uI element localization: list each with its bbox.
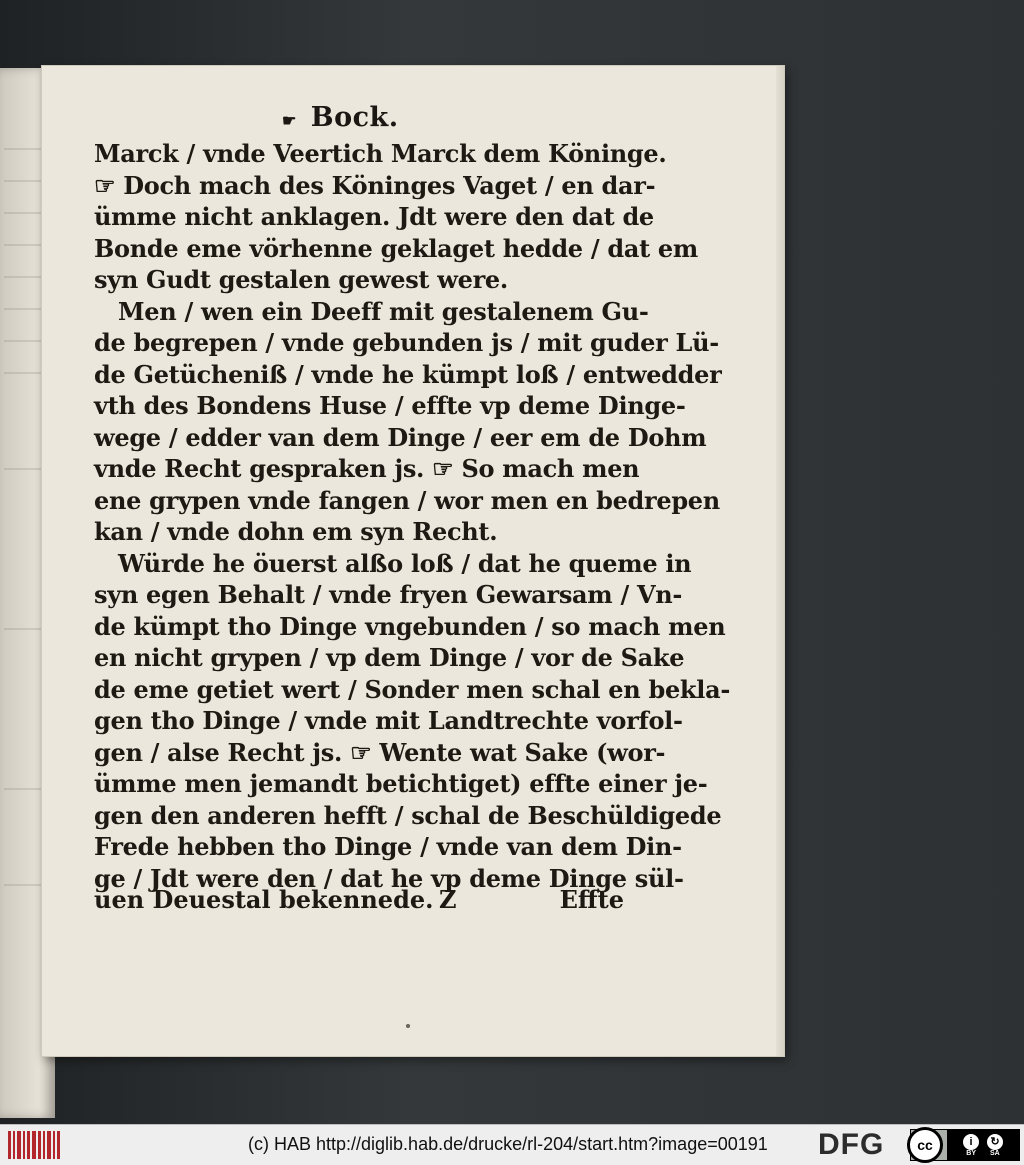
text-line: Frede hebben tho Dinge / vnde van dem Din- (94, 832, 682, 861)
text-line: de kümpt tho Dinge vngebunden / so mach men (94, 611, 726, 641)
cc-sa-label: SA (990, 1149, 1000, 1157)
text-line: ge / Jdt were den / dat he vp deme Dinge sül- (94, 863, 684, 893)
text-line: Bonde eme vörhenne geklaget hedde / dat em (94, 233, 698, 263)
text-line: wege / edder van dem Dinge / eer em de Dohm (94, 422, 707, 452)
cc-by-label: BY (966, 1149, 976, 1157)
cc-license-badge[interactable] (910, 1129, 1020, 1161)
text-line: ☞ Doch mach des Köninges Vaget / en dar- (94, 170, 656, 200)
text-line: de eme getiet wert / Sonder men schal en bekla- (94, 674, 730, 704)
text-line: Marck / vnde Veertich Marck dem Köninge. (94, 139, 667, 168)
dfg-logo[interactable]: DFG (818, 1128, 885, 1161)
text-line: en nicht grypen / vp dem Dinge / vor de Sake (94, 643, 685, 672)
cc-by-sa-icons (947, 1130, 1019, 1160)
text-line: ümme nicht anklagen. Jdt were den dat de (94, 202, 654, 231)
text-line: ümme men jemandt betichtiget) effte einer je- (94, 769, 708, 798)
page-header (282, 102, 399, 133)
running-head: Bock. (310, 102, 399, 133)
attribution-icon: i (963, 1134, 979, 1150)
catchword: Effte (559, 885, 624, 914)
last-text-line: uen Deuestal bekennede. (94, 885, 434, 914)
signature-mark: Z (439, 885, 457, 914)
page-footer-line (94, 884, 624, 916)
cc-icon: cc (907, 1127, 943, 1163)
text-line: syn Gudt gestalen gewest were. (94, 265, 508, 294)
text-line: gen den anderen hefft / schal de Beschüldigede (94, 800, 722, 830)
text-line: vnde Recht gespraken js. ☞ So mach men (94, 454, 640, 483)
text-line: kan / vnde dohn em syn Recht. (94, 517, 498, 546)
text-block (94, 138, 730, 894)
text-line: Würde he öuerst alßo loß / dat he queme in (118, 548, 692, 578)
page-edge (776, 66, 784, 1056)
text-line: syn egen Behalt / vnde fryen Gewarsam / Vn- (94, 580, 683, 609)
text-line: ene grypen vnde fangen / wor men en bedrepen (94, 485, 720, 515)
text-line: Men / wen ein Deeff mit gestalenem Gu- (118, 296, 649, 326)
hab-logo-icon[interactable] (8, 1131, 60, 1159)
text-line: gen tho Dinge / vnde mit Landtrechte vorfol- (94, 706, 683, 735)
book-page (42, 66, 784, 1056)
share-alike-icon: ↻ (987, 1134, 1003, 1150)
copyright-link[interactable]: (c) HAB http://diglib.hab.de/drucke/rl-204/start.htm?image=00191 (248, 1134, 768, 1154)
pointing-hand-icon: ☛ (282, 111, 297, 130)
viewer-footer (0, 1124, 1024, 1165)
text-line: vth des Bondens Huse / effte vp deme Dinge- (94, 391, 686, 420)
text-line: de begrepen / vnde gebunden js / mit guder Lü- (94, 328, 719, 357)
page-speck (406, 1024, 410, 1028)
text-line: gen / alse Recht js. ☞ Wente wat Sake (wor- (94, 737, 666, 767)
text-line: de Getücheniß / vnde he kümpt loß / entwedder (94, 359, 722, 389)
